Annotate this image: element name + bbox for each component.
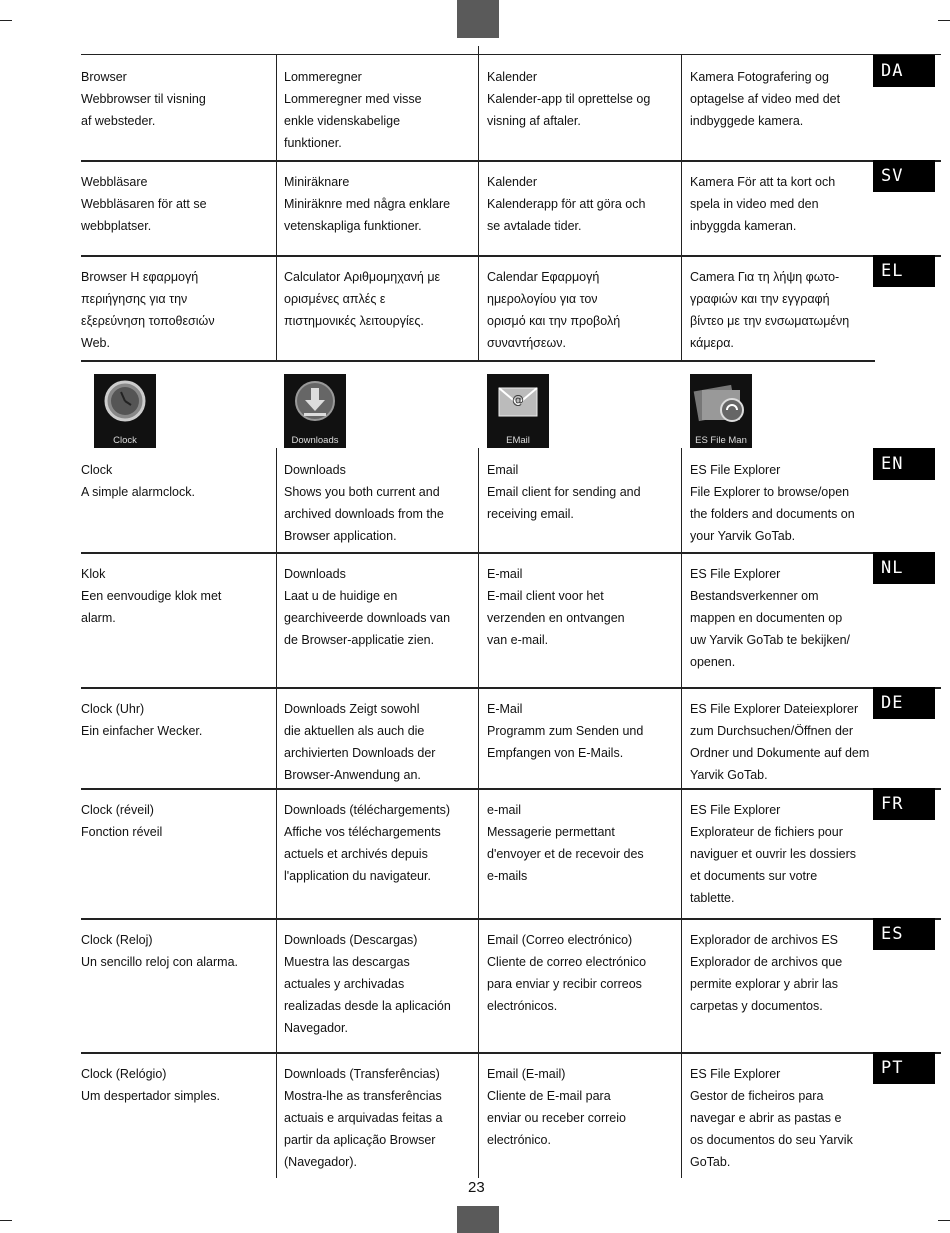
feature-cell	[690, 171, 835, 237]
cell-line: Downloads (Transferências)	[284, 1067, 440, 1081]
cell-line: ES File Explorer	[690, 1067, 781, 1081]
cell-line: Downloads	[284, 463, 346, 477]
column-divider	[681, 1052, 682, 1178]
cell-line: realizadas desde la aplicación	[284, 999, 451, 1013]
cell-line: Explorateur de fichiers pour	[690, 825, 843, 839]
cell-line: de Browser-applicatie zien.	[284, 633, 435, 647]
feature-cell	[81, 171, 207, 237]
cell-line: actuales y archivadas	[284, 977, 405, 991]
cell-line: Email client for sending and	[487, 485, 641, 499]
cell-line: para enviar y recibir correos	[487, 977, 642, 991]
cell-line: archivierten Downloads der	[284, 746, 436, 760]
feature-cell	[284, 459, 444, 547]
page-number: 23	[468, 1179, 485, 1196]
column-divider	[681, 55, 682, 160]
feature-cell	[690, 563, 850, 673]
row-divider	[81, 687, 941, 689]
cell-line: Calendar Εφαρμογή	[487, 270, 600, 284]
feature-cell	[487, 799, 644, 887]
cell-line: (Navegador).	[284, 1155, 357, 1169]
column-divider	[276, 255, 277, 360]
cell-line: Explorador de archivos que	[690, 955, 843, 969]
column-divider	[478, 55, 479, 160]
bottom-tab-marker	[457, 1206, 499, 1233]
column-divider	[681, 918, 682, 1052]
es-file-explorer-icon	[690, 374, 752, 448]
cell-line: Webbläsaren för att se	[81, 197, 207, 211]
cell-line: Browser	[81, 70, 127, 84]
column-divider	[478, 1052, 479, 1178]
cell-line: Browser Η εφαρμογή	[81, 270, 199, 284]
feature-cell	[690, 459, 855, 547]
cell-line: Downloads (Descargas)	[284, 933, 418, 947]
feature-cell	[487, 266, 620, 354]
cell-line: archived downloads from the	[284, 507, 444, 521]
feature-cell	[487, 171, 645, 237]
cell-line: die aktuellen als auch die	[284, 724, 425, 738]
language-tag: EN	[873, 448, 935, 480]
icon-caption: Downloads	[291, 435, 339, 446]
cell-line: Email	[487, 463, 519, 477]
column-divider	[478, 160, 479, 255]
cell-line: Clock (Reloj)	[81, 933, 153, 947]
cell-line: inbyggda kameran.	[690, 219, 797, 233]
cell-line: εξερεύνηση τοποθεσιών	[81, 314, 215, 328]
cell-line: Downloads	[284, 567, 346, 581]
cell-line: Kamera Fotografering og	[690, 70, 829, 84]
cell-line: ορισμό και την προβολή	[487, 314, 621, 328]
cell-line: Miniräknre med några enklare	[284, 197, 451, 211]
feature-cell	[487, 929, 646, 1017]
feature-cell	[487, 459, 641, 525]
cell-line: A simple alarmclock.	[81, 485, 195, 499]
column-divider	[681, 448, 682, 552]
cell-line: electrónico.	[487, 1133, 551, 1147]
cell-line: ES File Explorer	[690, 463, 781, 477]
cell-line: ES File Explorer	[690, 803, 781, 817]
cell-line: actuais e arquivadas feitas a	[284, 1111, 443, 1125]
cell-line: Explorador de archivos ES	[690, 933, 838, 947]
cell-line: Downloads (téléchargements)	[284, 803, 451, 817]
cell-line: Clock	[81, 463, 113, 477]
feature-cell	[690, 698, 869, 786]
cell-line: gearchiveerde downloads van	[284, 611, 451, 625]
cell-line: Affiche vos téléchargements	[284, 825, 441, 839]
cell-line: Browser application.	[284, 529, 397, 543]
row-divider	[81, 255, 941, 257]
cell-line: Kamera För att ta kort och	[690, 175, 836, 189]
column-divider	[478, 687, 479, 788]
feature-cell	[81, 929, 238, 973]
cell-line: Calculator Αριθμομηχανή με	[284, 270, 441, 284]
cell-line: βίντεο με την ενσωματωμένη	[690, 314, 850, 328]
cell-line: e-mail	[487, 803, 522, 817]
column-divider	[478, 255, 479, 360]
feature-cell	[284, 698, 435, 786]
cell-line: Kalender-app til oprettelse og	[487, 92, 651, 106]
cell-line: Email (E-mail)	[487, 1067, 566, 1081]
feature-cell	[284, 171, 450, 237]
row-divider	[81, 552, 875, 554]
column-divider	[276, 160, 277, 255]
cell-line: actuels et archivés depuis	[284, 847, 428, 861]
crop-mark	[938, 1220, 950, 1221]
cell-line: se avtalade tider.	[487, 219, 582, 233]
downloads-icon	[284, 374, 346, 448]
feature-cell	[487, 66, 650, 132]
cell-line: Kalender	[487, 70, 538, 84]
row-divider	[81, 360, 875, 362]
cell-line: navegar e abrir as pastas e	[690, 1111, 842, 1125]
feature-cell	[284, 266, 440, 332]
column-divider	[681, 788, 682, 918]
cell-line: optagelse af video med det	[690, 92, 841, 106]
cell-line: d'envoyer et de recevoir des	[487, 847, 644, 861]
feature-cell	[690, 929, 842, 1017]
cell-line: van e-mail.	[487, 633, 549, 647]
row-divider	[81, 1052, 941, 1054]
cell-line: Gestor de ficheiros para	[690, 1089, 824, 1103]
cell-line: E-mail	[487, 567, 523, 581]
cell-line: Mostra-lhe as transferências	[284, 1089, 442, 1103]
cell-line: naviguer et ouvrir les dossiers	[690, 847, 857, 861]
cell-line: Clock (réveil)	[81, 803, 154, 817]
cell-line: ES File Explorer Dateiexplorer	[690, 702, 859, 716]
feature-cell	[81, 459, 195, 503]
column-divider	[478, 918, 479, 1052]
cell-line: Webbrowser til visning	[81, 92, 206, 106]
crop-mark	[938, 20, 950, 21]
row-divider	[81, 788, 941, 790]
feature-cell	[284, 799, 450, 887]
cell-line: ημερολογίου για τον	[487, 292, 598, 306]
cell-line: vetenskapliga funktioner.	[284, 219, 422, 233]
cell-line: Navegador.	[284, 1021, 348, 1035]
row-divider	[81, 160, 941, 162]
language-tag: DE	[873, 687, 935, 719]
cell-line: alarm.	[81, 611, 116, 625]
feature-cell	[690, 799, 856, 909]
cell-line: enviar ou receber correio	[487, 1111, 626, 1125]
cell-line: os documentos do seu Yarvik	[690, 1133, 853, 1147]
cell-line: Lommeregner	[284, 70, 362, 84]
cell-line: ορισμένες απλές ε	[284, 292, 386, 306]
feature-cell	[690, 1063, 853, 1173]
icon-caption: EMail	[506, 435, 530, 446]
cell-line: Um despertador simples.	[81, 1089, 220, 1103]
icon-caption: Clock	[113, 435, 137, 446]
feature-cell	[81, 266, 215, 354]
cell-line: Ein einfacher Wecker.	[81, 724, 203, 738]
column-divider	[276, 552, 277, 687]
row-divider	[81, 54, 941, 55]
column-divider	[681, 160, 682, 255]
cell-line: Programm zum Senden und	[487, 724, 644, 738]
cell-line: Shows you both current and	[284, 485, 440, 499]
cell-line: receiving email.	[487, 507, 574, 521]
cell-line: Bestandsverkenner om	[690, 589, 819, 603]
cell-line: webbplatser.	[81, 219, 152, 233]
feature-cell	[284, 929, 451, 1039]
cell-line: Web.	[81, 336, 110, 350]
cell-line: Browser-Anwendung an.	[284, 768, 421, 782]
cell-line: uw Yarvik GoTab te bekijken/	[690, 633, 851, 647]
feature-cell	[487, 563, 625, 651]
cell-line: electrónicos.	[487, 999, 558, 1013]
cell-line: Email (Correo electrónico)	[487, 933, 633, 947]
cell-line: Empfangen von E-Mails.	[487, 746, 624, 760]
cell-line: verzenden en ontvangen	[487, 611, 625, 625]
cell-line: carpetas y documentos.	[690, 999, 823, 1013]
cell-line: spela in video med den	[690, 197, 819, 211]
cell-line: γραφιών και την εγγραφή	[690, 292, 830, 306]
cell-line: Webbläsare	[81, 175, 148, 189]
cell-line: E-Mail	[487, 702, 523, 716]
email-icon	[487, 374, 549, 448]
cell-line: File Explorer to browse/open	[690, 485, 850, 499]
column-divider	[276, 788, 277, 918]
feature-cell	[81, 1063, 220, 1107]
cell-line: Miniräknare	[284, 175, 350, 189]
column-divider	[276, 1052, 277, 1178]
cell-line: e-mails	[487, 869, 528, 883]
feature-cell	[284, 1063, 442, 1173]
cell-line: ES File Explorer	[690, 567, 781, 581]
column-divider	[276, 55, 277, 160]
cell-line: funktioner.	[284, 136, 342, 150]
language-tag: SV	[873, 160, 935, 192]
column-divider	[681, 552, 682, 687]
cell-line: indbyggede kamera.	[690, 114, 804, 128]
cell-line: κάμερα.	[690, 336, 734, 350]
svg-text:@: @	[512, 393, 524, 407]
top-tab-marker	[457, 0, 499, 38]
cell-line: mappen en documenten op	[690, 611, 843, 625]
cell-line: Messagerie permettant	[487, 825, 615, 839]
feature-cell	[81, 698, 202, 742]
column-divider	[276, 687, 277, 788]
cell-line: permite explorar y abrir las	[690, 977, 838, 991]
cell-line: Klok	[81, 567, 106, 581]
language-tag: NL	[873, 552, 935, 584]
cell-line: Ordner und Dokumente auf dem	[690, 746, 870, 760]
cell-line: Muestra las descargas	[284, 955, 410, 969]
column-divider	[276, 448, 277, 552]
column-divider	[276, 918, 277, 1052]
feature-cell	[487, 1063, 626, 1151]
cell-line: Kalenderapp för att göra och	[487, 197, 646, 211]
cell-line: E-mail client voor het	[487, 589, 604, 603]
cell-line: the folders and documents on	[690, 507, 855, 521]
cell-line: tablette.	[690, 891, 735, 905]
cell-line: GoTab.	[690, 1155, 731, 1169]
cell-line: partir da aplicação Browser	[284, 1133, 436, 1147]
clock-icon	[94, 374, 156, 448]
cell-line: your Yarvik GoTab.	[690, 529, 796, 543]
crop-mark	[0, 20, 12, 21]
cell-line: πιστημονικές λειτουργίες.	[284, 314, 424, 328]
cell-line: Cliente de correo electrónico	[487, 955, 647, 969]
feature-cell	[284, 66, 422, 154]
cell-line: Downloads Zeigt sowohl	[284, 702, 420, 716]
icon-caption: ES File Man	[695, 435, 747, 446]
feature-cell	[690, 266, 849, 354]
cell-line: συναντήσεων.	[487, 336, 566, 350]
cell-line: af websteder.	[81, 114, 156, 128]
cell-line: περιήγησης για την	[81, 292, 188, 306]
language-tag: FR	[873, 788, 935, 820]
cell-line: Clock (Relógio)	[81, 1067, 167, 1081]
feature-cell	[81, 799, 162, 843]
language-tag: ES	[873, 918, 935, 950]
cell-line: zum Durchsuchen/Öffnen der	[690, 724, 854, 738]
cell-line: Laat u de huidige en	[284, 589, 398, 603]
cell-line: Clock (Uhr)	[81, 702, 145, 716]
cell-line: Camera Για τη λήψη φωτο-	[690, 270, 840, 284]
column-divider	[681, 255, 682, 360]
column-divider	[478, 788, 479, 918]
cell-line: visning af aftaler.	[487, 114, 581, 128]
column-divider	[681, 687, 682, 788]
row-divider	[81, 918, 941, 920]
cell-line: Lommeregner med visse	[284, 92, 422, 106]
column-divider	[478, 448, 479, 552]
cell-line: Yarvik GoTab.	[690, 768, 768, 782]
cell-line: openen.	[690, 655, 736, 669]
cell-line: enkle videnskabelige	[284, 114, 401, 128]
cell-line: Cliente de E-mail para	[487, 1089, 611, 1103]
language-tag: PT	[873, 1052, 935, 1084]
feature-cell	[81, 563, 221, 629]
language-tag: EL	[873, 255, 935, 287]
feature-cell	[487, 698, 643, 764]
feature-cell	[81, 66, 206, 132]
cell-line: Un sencillo reloj con alarma.	[81, 955, 239, 969]
feature-cell	[284, 563, 450, 651]
column-divider	[478, 552, 479, 687]
crop-mark	[0, 1220, 12, 1221]
cell-line: et documents sur votre	[690, 869, 818, 883]
cell-line: l'application du navigateur.	[284, 869, 431, 883]
cell-line: Kalender	[487, 175, 538, 189]
cell-line: Fonction réveil	[81, 825, 163, 839]
cell-line: Een eenvoudige klok met	[81, 589, 222, 603]
feature-cell	[690, 66, 840, 132]
language-tag: DA	[873, 55, 935, 87]
